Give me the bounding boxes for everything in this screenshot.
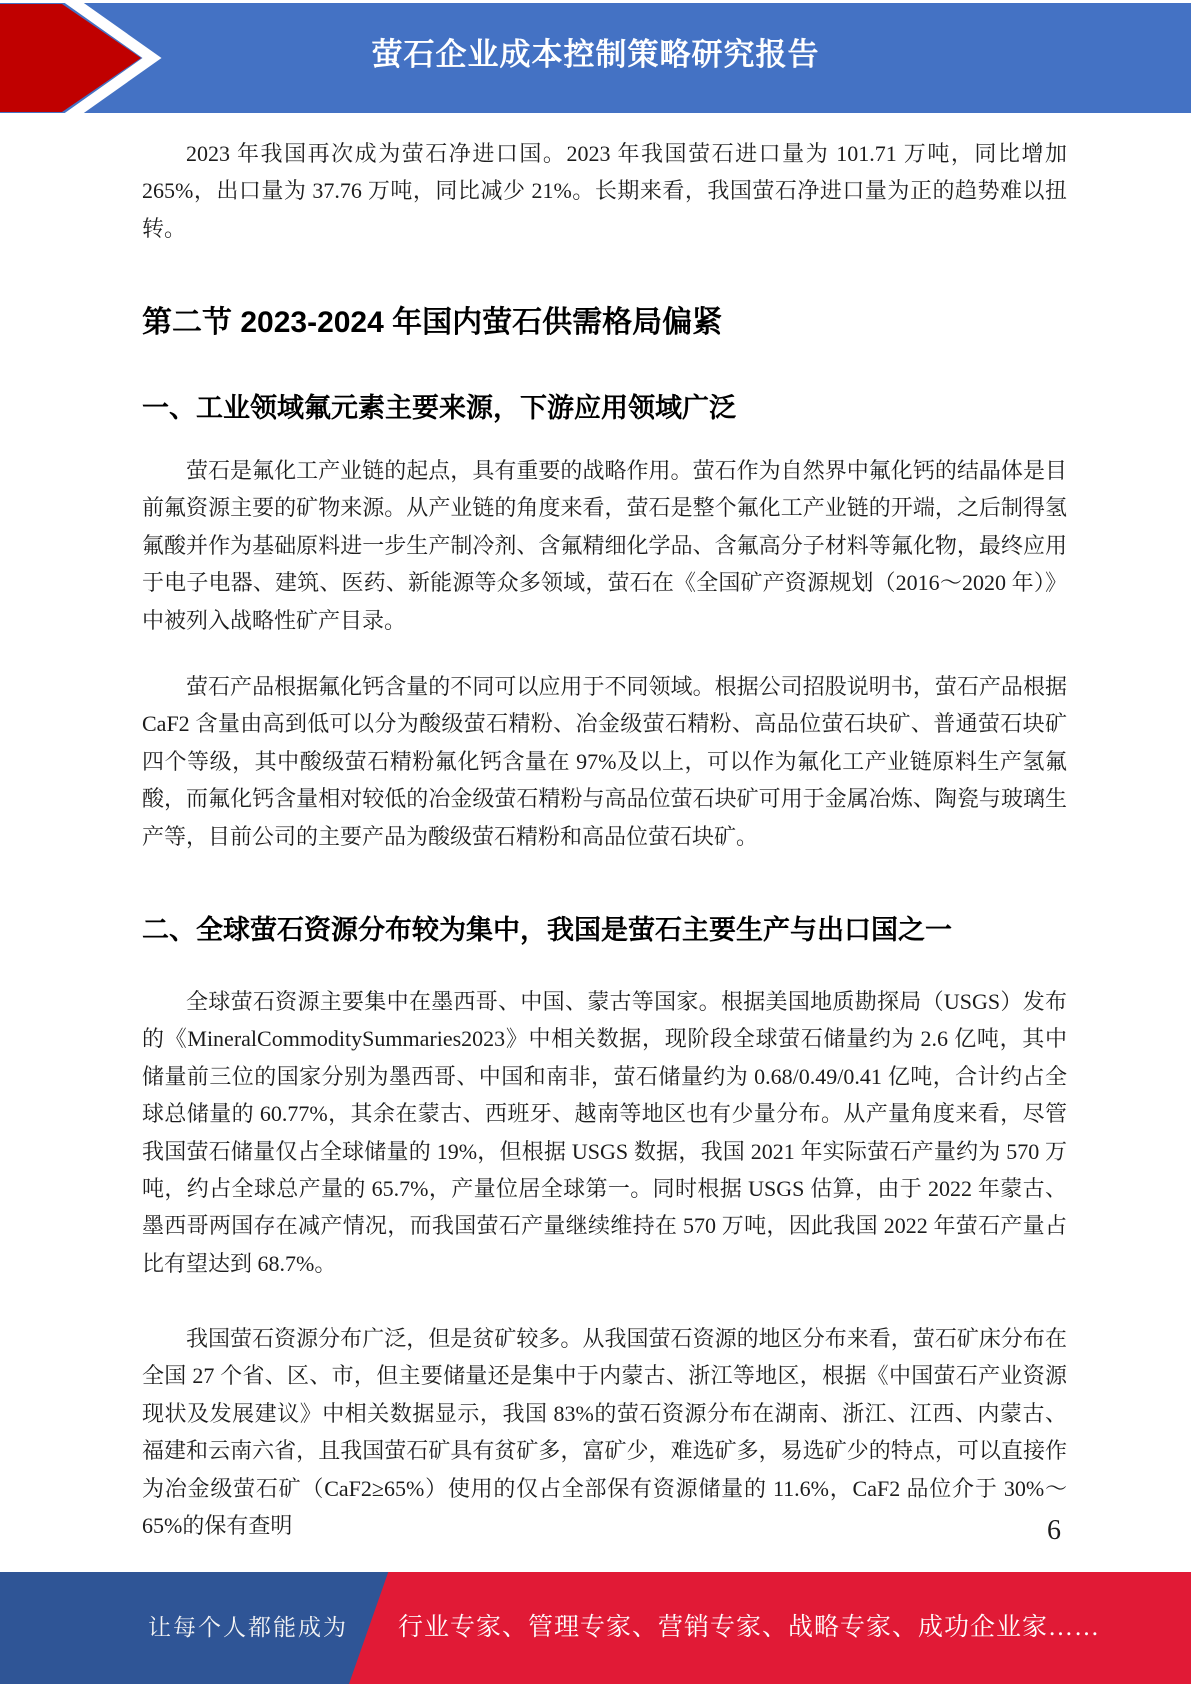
subsection-heading-1: 一、工业领域氟元素主要来源，下游应用领域广泛: [142, 393, 736, 423]
page-number: 6: [1047, 1515, 1061, 1546]
paragraph-product-grades: 萤石产品根据氟化钙含量的不同可以应用于不同领域。根据公司招股说明书，萤石产品根据 CaF2 含量由高到低可以分为酸级萤石精粉、冶金级萤石精粉、高品位萤石块矿、普通萤石块矿四个等级，其中酸级萤石精粉氟化钙含量在 97%及以上，可以作为氟化工产业链原料生产氢氟酸，而氟化钙含量相对较低的冶金级萤石精粉与高品位萤石块矿可用于金属冶炼、陶瓷与玻璃生产等，目前公司的主要产品为酸级萤石精粉和高品位萤石块矿。: [142, 674, 1067, 849]
paragraph-net-import: 2023 年我国再次成为萤石净进口国。2023 年我国萤石进口量为 101.71 万吨，同比增加 265%，出口量为 37.76 万吨，同比减少 21%。长期来看，我国萤石净进口量为正的趋势难以扭转。: [142, 141, 1067, 241]
paragraph-industry-chain: 萤石是氟化工产业链的起点，具有重要的战略作用。萤石作为自然界中氟化钙的结晶体是目前氟资源主要的矿物来源。从产业链的角度来看，萤石是整个氟化工产业链的开端，之后制得氢氟酸并作为基础原料进一步生产制冷剂、含氟精细化学品、含氟高分子材料等氟化物，最终应用于电子电器、建筑、医药、新能源等众多领域，萤石在《全国矿产资源规划（2016～2020 年）》中被列入战略性矿产目录。: [142, 458, 1067, 633]
page-footer: [0, 1572, 1191, 1684]
paragraph-global-resources: 全球萤石资源主要集中在墨西哥、中国、蒙古等国家。根据美国地质勘探局（USGS）发布的《MineralCommoditySummaries2023》中相关数据，现阶段全球萤石储量约为 2.6 亿吨，其中储量前三位的国家分别为墨西哥、中国和南非，萤石储量约为 0.68/0.49/0.41 亿吨，合计约占全球总储量的 60.77%，其余在蒙古、西班牙、越南等地区也有少量分布。从产量角度来看，尽管我国萤石储量仅占全球储量的 19%，但根据 USGS 数据，我国 2021 年实际萤石产量约为 570 万吨，约占全球总产量的 65.7%，产量位居全球第一。同时根据 USGS 估算，由于 2022 年蒙古、墨西哥两国存在减产情况，而我国萤石产量继续维持在 570 万吨，因此我国 2022 年萤石产量占比有望达到 68.7%。: [142, 989, 1067, 1276]
footer-slogan-right: 行业专家、管理专家、营销专家、战略专家、成功企业家……: [398, 1614, 1101, 1641]
subsection-heading-2: 二、全球萤石资源分布较为集中，我国是萤石主要生产与出口国之一: [142, 915, 952, 945]
section-heading: 第二节 2023-2024 年国内萤石供需格局偏紧: [142, 306, 723, 339]
report-header: [0, 3, 1191, 113]
report-title: 萤石企业成本控制策略研究报告: [371, 37, 820, 72]
paragraph-domestic-resources: 我国萤石资源分布广泛，但是贫矿较多。从我国萤石资源的地区分布来看，萤石矿床分布在全国 27 个省、区、市，但主要储量还是集中于内蒙古、浙江等地区，根据《中国萤石产业资源现状及发展建议》中相关数据显示，我国 83%的萤石资源分布在湖南、浙江、江西、内蒙古、福建和云南六省，且我国萤石矿具有贫矿多，富矿少，难选矿多，易选矿少的特点，可以直接作为冶金级萤石矿（CaF2≥65%）使用的仅占全部保有资源储量的 11.6%，CaF2 品位介于 30%～65%的保有查明: [142, 1326, 1067, 1539]
footer-slogan-left: 让每个人都能成为: [148, 1615, 348, 1640]
